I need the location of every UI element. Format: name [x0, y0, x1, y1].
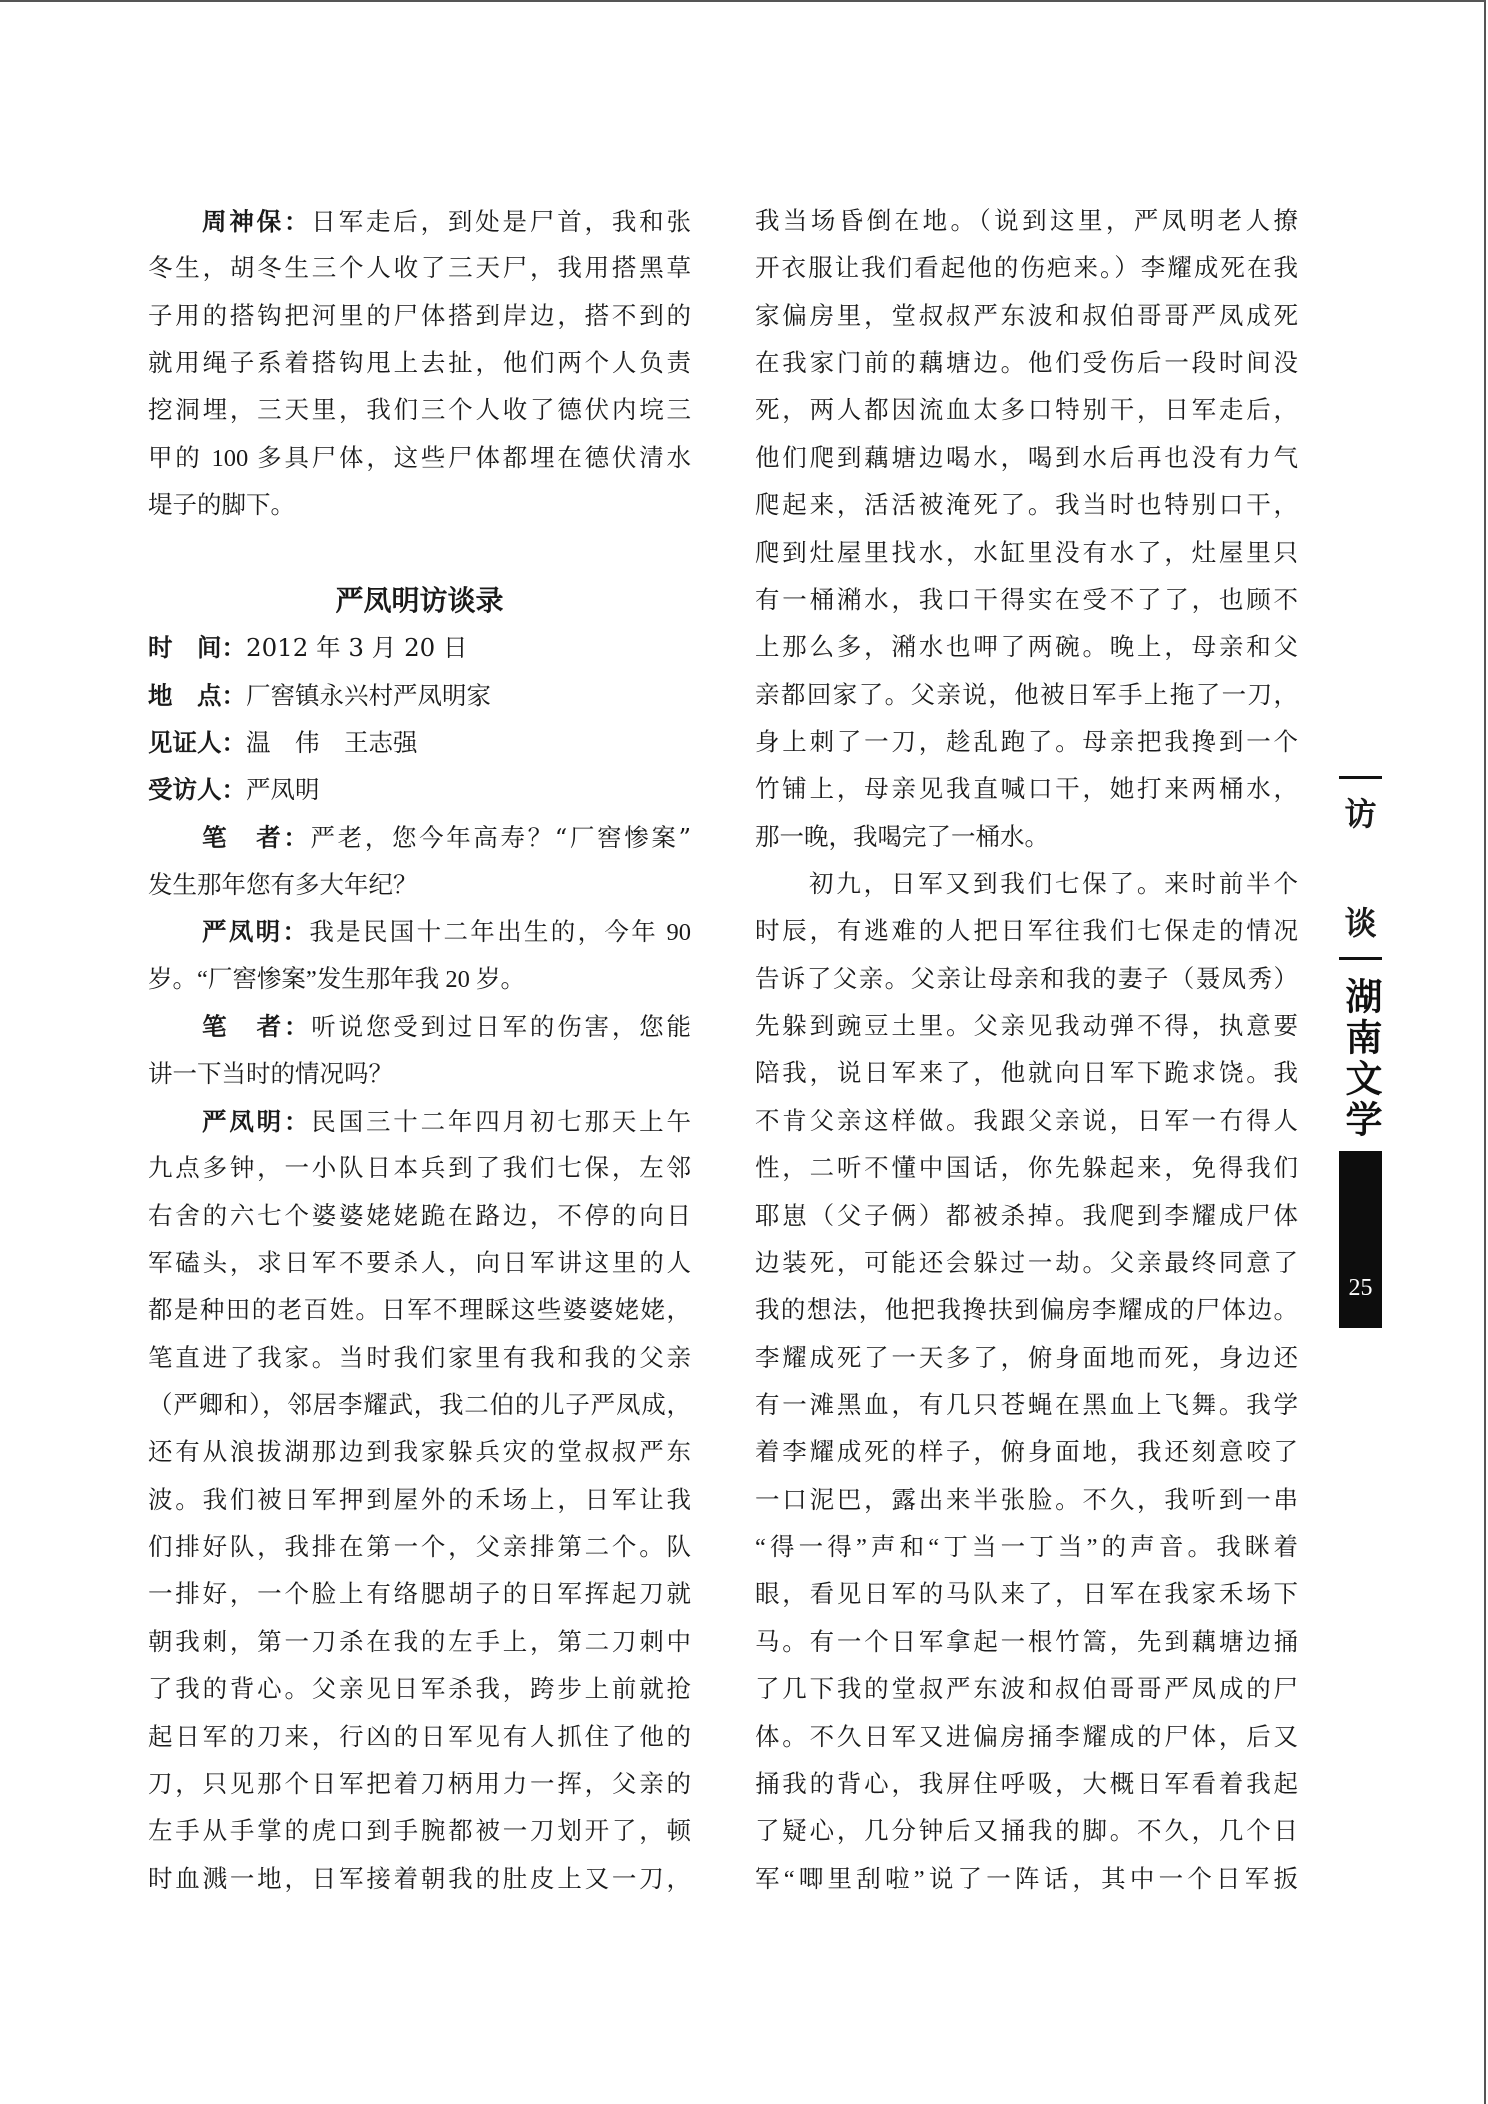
text-line: 一口泥巴，露出来半张脸。不久，我听到一串 — [755, 1486, 1298, 1514]
text-line: 先躲到豌豆土里。父亲见我动弹不得，执意要 — [755, 1013, 1298, 1041]
text-line: 陪我，说日军来了，他就向日军下跪求饶。我 — [755, 1060, 1298, 1088]
text-line: 告诉了父亲。父亲让母亲和我的妻子（聂凤秀） — [755, 965, 1298, 993]
left-column — [148, 198, 691, 1903]
text-line: 子用的搭钩把河里的尸体搭到岸边，搭不到的 — [148, 302, 691, 330]
speaker-label: 笔 者： — [202, 822, 311, 852]
text-line: 着李耀成死的样子，俯身面地，我还刻意咬了 — [755, 1439, 1298, 1467]
text-line: 时辰，有逃难的人把日军往我们七保走的情况 — [755, 918, 1298, 946]
speaker-label: 笔 者： — [202, 1012, 312, 1042]
text-line: 我的想法，他把我搀扶到偏房李耀成的尸体边。 — [755, 1297, 1298, 1325]
text-line: “得一得”声和“丁当一丁当”的声音。我眯着 — [755, 1534, 1298, 1562]
info-line — [148, 766, 691, 813]
text-line: 有一桶潲水，我口干得实在受不了了，也顾不 — [755, 586, 1298, 614]
text-line: 那一晚，我喝完了一桶水。 — [755, 823, 1049, 851]
text-line: 捅我的背心，我屏住呼吸，大概日军看着我起 — [755, 1770, 1298, 1798]
text-line: 起日军的刀来，行凶的日军见有人抓住了他的 — [148, 1723, 691, 1751]
text-line: 堤子的脚下。 — [148, 492, 295, 520]
text-line: 李耀成死了一天多了，俯身面地而死，身边还 — [755, 1344, 1298, 1372]
text-line: 在我家门前的藕塘边。他们受伤后一段时间没 — [755, 350, 1298, 378]
text-line: 性，二听不懂中国话，你先躲起来，免得我们 — [755, 1155, 1298, 1183]
section-label-char: 访 — [1344, 795, 1377, 833]
speaker-label: 严凤明： — [202, 917, 310, 947]
text-line: 冬生，胡冬生三个人收了三天尸，我用搭黑草 — [148, 255, 691, 283]
text-line: 体。不久日军又进偏房捅李耀成的尸体，后又 — [755, 1723, 1298, 1751]
info-label: 地 点： — [148, 680, 246, 710]
text-line: 有一滩黑血，有几只苍蝇在黑血上飞舞。我学 — [755, 1391, 1298, 1419]
info-label: 见证人： — [148, 727, 246, 757]
article-title: 严凤明访谈录 — [335, 583, 504, 617]
text-line: 刀，只见那个日军把着刀柄用力一挥，父亲的 — [148, 1770, 691, 1798]
page-border-right — [1484, 0, 1486, 2104]
speaker-label: 周神保： — [202, 207, 312, 236]
text-line — [148, 814, 691, 861]
text-line: 都是种田的老百姓。日军不理睬这些婆婆姥姥， — [148, 1297, 691, 1325]
text-line: 军磕头，求日军不要杀人，向日军讲这里的人 — [148, 1249, 691, 1277]
text-line: 九点多钟，一小队日本兵到了我们七保，左邻 — [148, 1155, 691, 1183]
text-line: 爬到灶屋里找水，水缸里没有水了，灶屋里只 — [755, 539, 1298, 567]
section-label-char: 谈 — [1344, 904, 1377, 942]
magazine-logo: 湖南文学 — [1339, 977, 1383, 1141]
text-line: 波。我们被日军押到屋外的禾场上，日军让我 — [148, 1486, 691, 1514]
text-line: 马。有一个日军拿起一根竹篙，先到藕塘边捅 — [755, 1628, 1298, 1656]
text-line: 身上刺了一刀，趁乱跑了。母亲把我搀到一个 — [755, 728, 1298, 756]
text-line: 家偏房里，堂叔叔严东波和叔伯哥哥严凤成死 — [755, 302, 1298, 330]
info-value: 2012 年 3 月 20 日 — [246, 633, 468, 663]
info-value: 厂窖镇永兴村严凤明家 — [246, 680, 491, 710]
text-line: 左手从手掌的虎口到手腕都被一刀划开了，顿 — [148, 1818, 691, 1846]
text-line: 不肯父亲这样做。我跟父亲说，日军一冇得人 — [755, 1107, 1298, 1135]
text-line: 笔直进了我家。当时我们家里有我和我的父亲 — [148, 1344, 691, 1372]
text-line — [148, 1098, 691, 1145]
info-label: 受访人： — [148, 775, 246, 805]
text-line — [148, 908, 691, 955]
speaker-label: 严凤明： — [202, 1106, 312, 1136]
text-line: 讲一下当时的情况吗？ — [148, 1059, 393, 1089]
text-line: 还有从浪拔湖那边到我家躲兵灾的堂叔叔严东 — [148, 1439, 691, 1467]
text-line — [148, 1003, 691, 1050]
text-line: 了几下我的堂叔严东波和叔伯哥哥严凤成的尸 — [755, 1676, 1298, 1704]
text-line: 开衣服让我们看起他的伤疤来。）李耀成死在我 — [755, 255, 1298, 283]
right-column — [755, 198, 1298, 1903]
section-rule-bottom — [1339, 957, 1382, 960]
text-line: 右舍的六七个婆婆姥姥跪在路边，不停的向日 — [148, 1202, 691, 1230]
text-line: 耶崽（父子俩）都被杀掉。我爬到李耀成尸体 — [755, 1202, 1298, 1230]
text-line: 时血溅一地，日军接着朝我的肚皮上又一刀， — [148, 1865, 691, 1893]
text-line: 军“唧里刮啦”说了一阵话，其中一个日军扳 — [755, 1865, 1298, 1893]
page-number: 25 — [1348, 1275, 1373, 1301]
text-line: 一排好，一个脸上有络腮胡子的日军挥起刀就 — [148, 1581, 691, 1609]
line-text: 我是民国十二年出生的，今年 90 — [309, 919, 692, 947]
text-line: 了疑心，几分钟后又捅我的脚。不久，几个日 — [755, 1818, 1298, 1846]
text-line: 初九，日军又到我们七保了。来时前半个 — [809, 871, 1298, 899]
section-rule-top — [1339, 776, 1382, 779]
page-number-box — [1339, 1151, 1382, 1328]
text-line: 挖洞埋，三天里，我们三个人收了德伏内垸三 — [148, 397, 691, 425]
page-border-top — [0, 0, 1486, 2]
text-line: 眼，看见日军的马队来了，日军在我家禾场下 — [755, 1581, 1298, 1609]
text-line: 边装死，可能还会躲过一劫。父亲最终同意了 — [755, 1249, 1298, 1277]
line-text: 民国三十二年四月初七那天上午 — [311, 1108, 692, 1136]
text-line: 们排好队，我排在第一个，父亲排第二个。队 — [148, 1534, 691, 1562]
info-label: 时 间： — [148, 633, 246, 663]
info-value: 温 伟 王志强 — [246, 727, 418, 757]
text-line: 我当场昏倒在地。（说到这里，严凤明老人撩 — [755, 208, 1298, 235]
text-line: 甲的 100 多具尸体，这些尸体都埋在德伏清水 — [148, 444, 691, 472]
line-text: 听说您受到过日军的伤害，您能 — [311, 1012, 692, 1042]
text-line: 死，两人都因流血太多口特别干，日军走后， — [755, 397, 1298, 425]
info-value: 严凤明 — [246, 775, 320, 805]
info-line — [148, 719, 691, 766]
text-line: 了我的背心。父亲见日军杀我，跨步上前就抢 — [148, 1676, 691, 1704]
info-line — [148, 672, 691, 719]
text-line — [148, 198, 691, 245]
text-line: 朝我刺，第一刀杀在我的左手上，第二刀刺中 — [148, 1628, 691, 1656]
text-line: 竹铺上，母亲见我直喊口干，她打来两桶水， — [755, 776, 1298, 804]
line-text: 日军走后，到处是尸首，我和张 — [311, 209, 692, 236]
text-line: 发生那年您有多大年纪？ — [148, 870, 418, 900]
text-line: 就用绳子系着搭钩甩上去扯，他们两个人负责 — [148, 350, 691, 378]
text-line: 岁。“厂窖惨案”发生那年我 20 岁。 — [148, 965, 525, 993]
info-line — [148, 624, 691, 671]
text-line: （严卿和），邻居李耀武，我二伯的儿子严凤成， — [148, 1391, 691, 1419]
text-line: 亲都回家了。父亲说，他被日军手上拖了一刀， — [755, 681, 1298, 709]
text-line: 他们爬到藕塘边喝水，喝到水后再也没有力气 — [755, 444, 1298, 472]
text-line: 上那么多，潲水也呷了两碗。晚上，母亲和父 — [755, 634, 1298, 662]
line-text: 严老，您今年高寿？“厂窖惨案” — [310, 822, 691, 852]
text-line: 爬起来，活活被淹死了。我当时也特别口干， — [755, 492, 1298, 520]
